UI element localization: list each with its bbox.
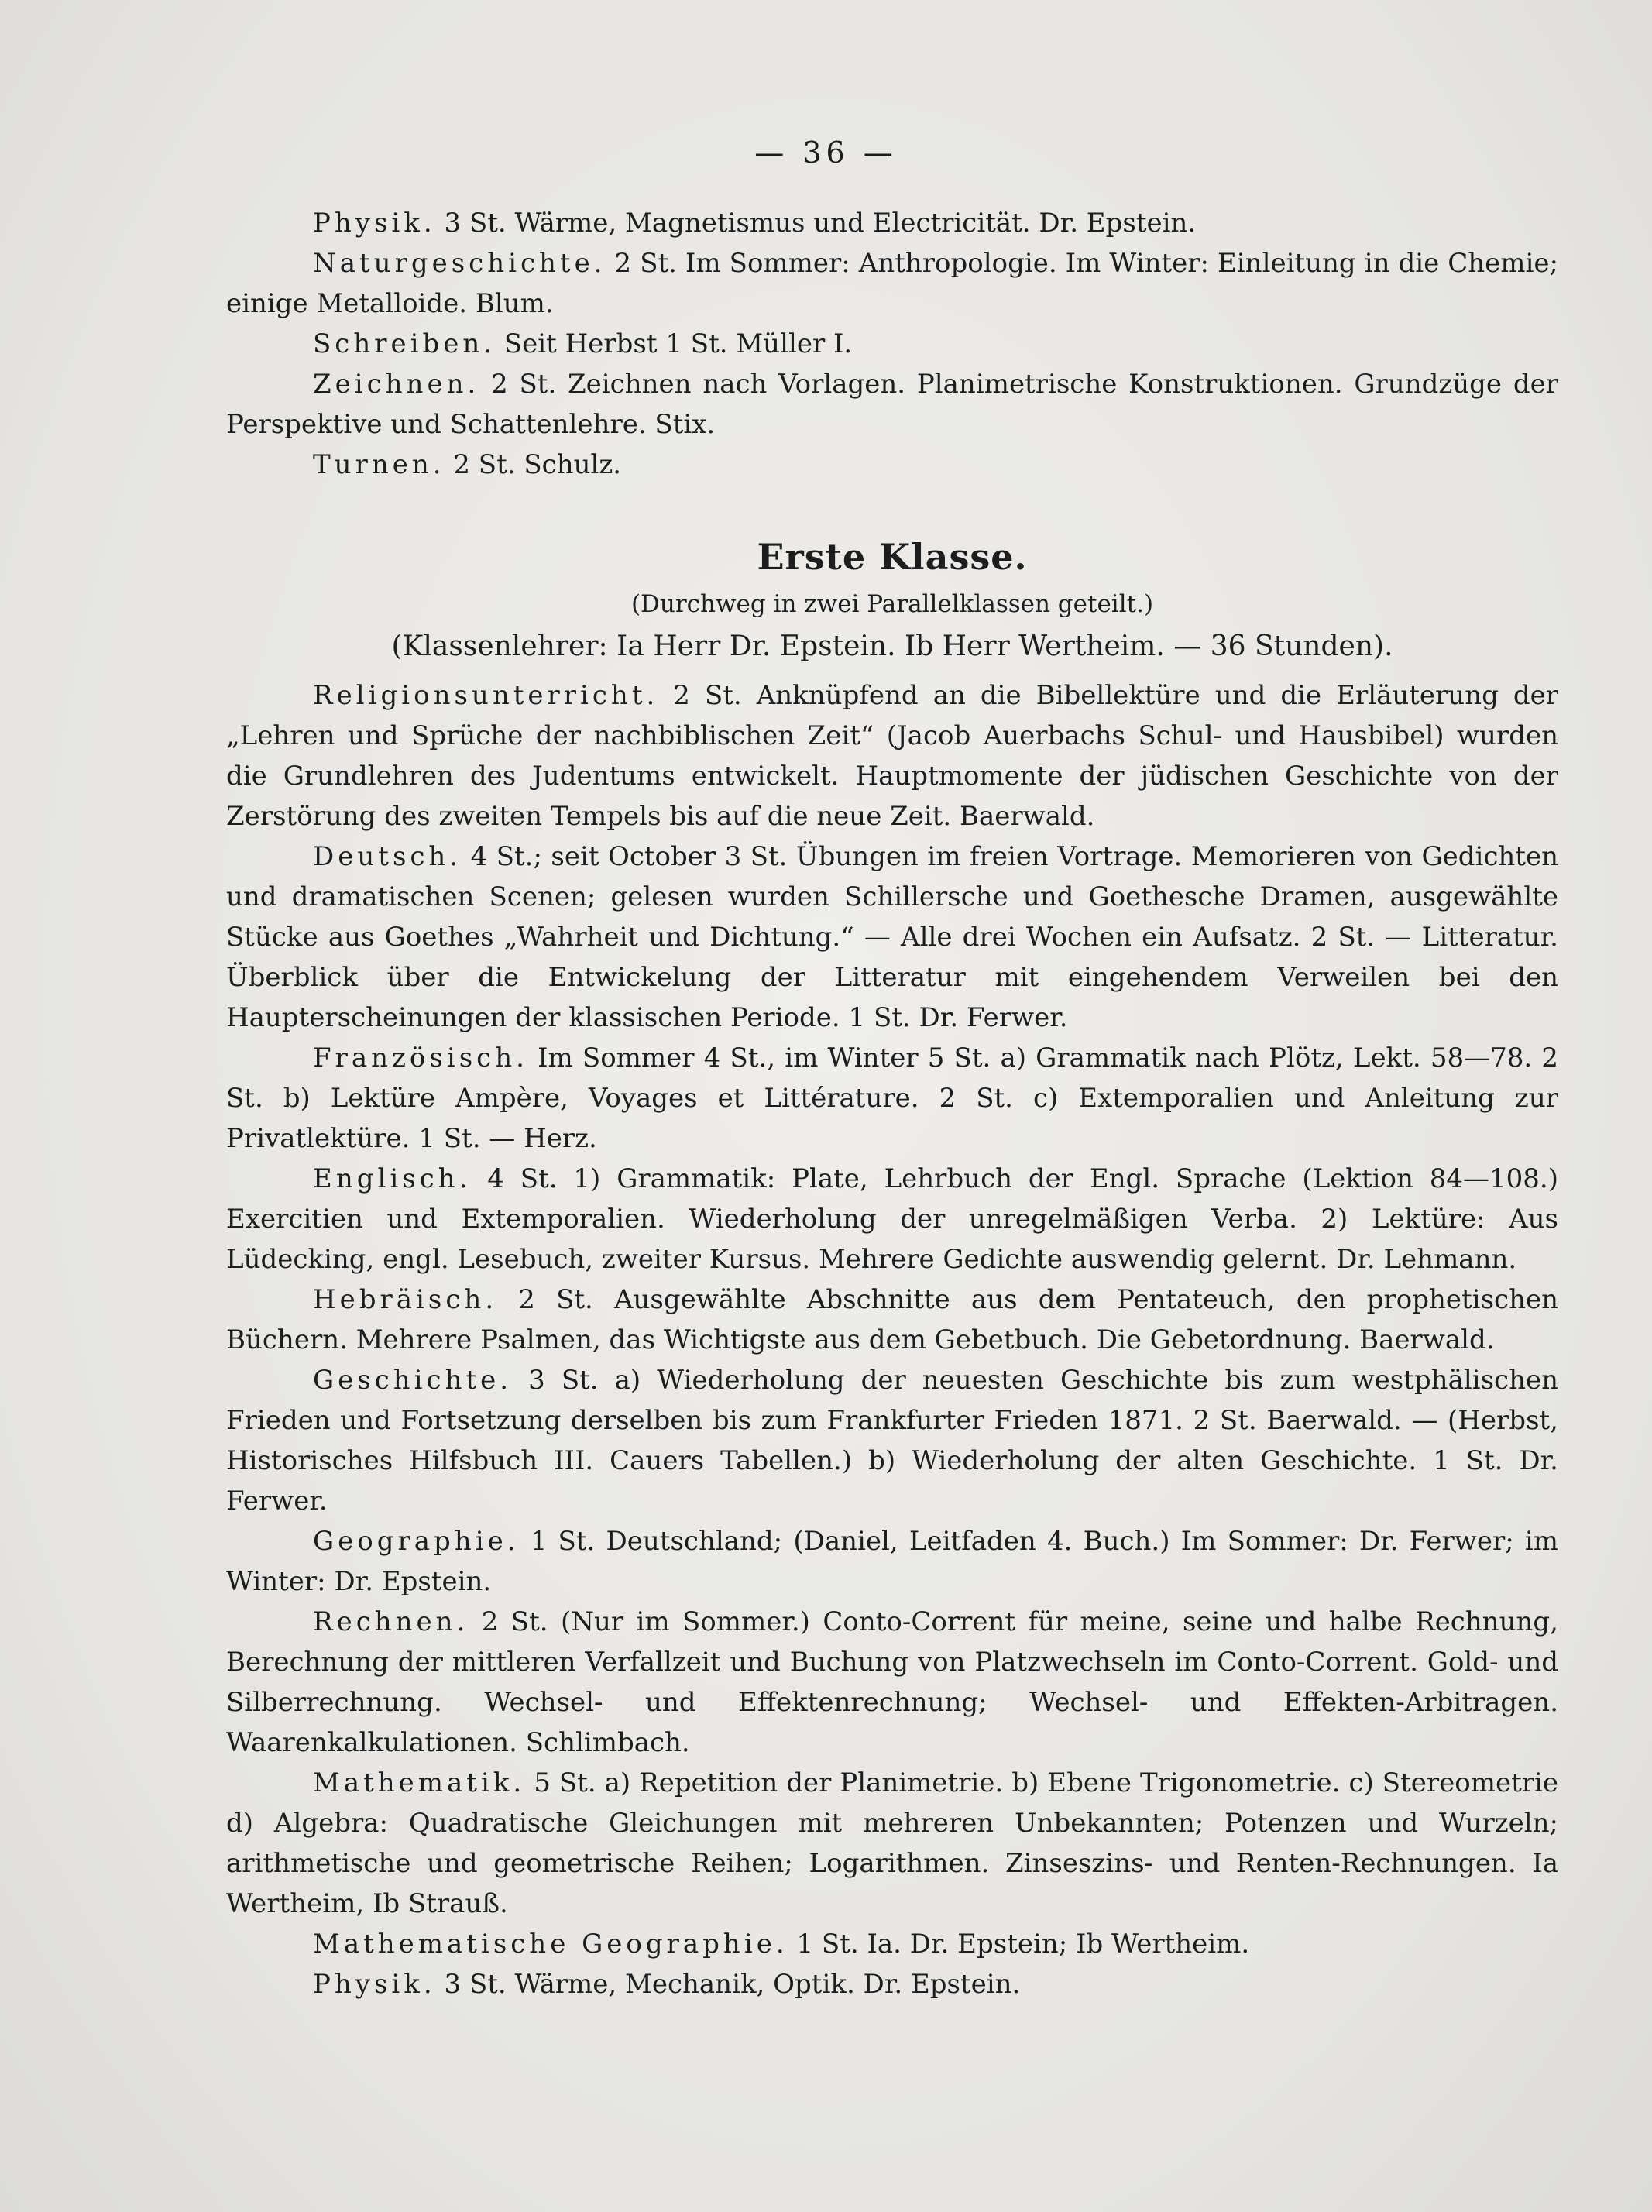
paragraph-text: 5 St. a) Repetition der Planimetrie. b) Ebene Trigonometrie. c) Stereometrie d) Algebra: Quadratische Gleichungen mit mehreren Unbekannten; Potenzen und Wurzeln; arithmetische und geometrische Reihen; Logarithmen. Zinseszins- und Renten-Rechnungen. Ia Wertheim, Ib Strauß. (226, 1767, 1558, 1919)
page-body (226, 203, 1558, 2004)
subject-label: Naturgeschichte. (313, 248, 606, 279)
subject-label: Religionsunterricht. (313, 680, 659, 711)
section-title: Erste Klasse. (757, 536, 1028, 578)
paragraph-zeichnen (226, 364, 1558, 445)
paragraph-hebraeisch (226, 1279, 1558, 1360)
paragraph-turnen (226, 445, 1558, 485)
paragraph-text: Seit Herbst 1 St. Müller I. (496, 328, 853, 359)
paragraph-franzoesisch (226, 1038, 1558, 1159)
subject-label: Schreiben. (313, 328, 496, 359)
section-subtitle: (Durchweg in zwei Parallelklassen geteilt.) (630, 590, 1154, 618)
subject-label: Mathematik. (313, 1767, 526, 1798)
paragraph-geschichte (226, 1360, 1558, 1521)
paragraph-schreiben (226, 324, 1558, 364)
paragraph-religion (226, 675, 1558, 836)
paragraph-text: 1 St. Ia. Dr. Epstein; Ib Wertheim. (788, 1929, 1250, 1960)
paragraph-naturgeschichte (226, 243, 1558, 324)
subject-label: Physik. (313, 208, 436, 239)
paragraph-text: 4 St.; seit October 3 St. Übungen im freien Vortrage. Memorieren von Gedichten und dramatischen Scenen; gelesen wurden Schillersche und Goethesche Dramen, ausgewählte Stücke aus Goethes „Wahrheit und Dichtung.“ — Alle drei Wochen ein Aufsatz. 2 St. — Litteratur. Überblick über die Entwickelung der Litteratur mit eingehendem Verweilen bei den Haupterscheinungen der klassischen Periode. 1 St. Dr. Ferwer. (226, 841, 1558, 1033)
subject-label: Geographie. (313, 1526, 520, 1557)
page-number: — 36 — (754, 136, 898, 170)
subject-label: Geschichte. (313, 1365, 513, 1396)
subject-label: Deutsch. (313, 841, 462, 872)
subject-label: Englisch. (313, 1163, 472, 1194)
paragraph-text: 2 St. Schulz. (445, 449, 622, 480)
section-teachers: (Klassenlehrer: Ia Herr Dr. Epstein. Ib Herr Wertheim. — 36 Stunden). (391, 630, 1393, 662)
paragraph-deutsch (226, 836, 1558, 1038)
subject-label: Turnen. (313, 449, 445, 480)
paragraph-physik-erste-klasse (226, 1964, 1558, 2004)
paragraph-text: 3 St. Wärme, Mechanik, Optik. Dr. Epstein. (435, 1969, 1021, 2000)
paragraph-mathematik (226, 1763, 1558, 1924)
section-heading (226, 530, 1558, 669)
paragraph-text: 4 St. 1) Grammatik: Plate, Lehrbuch der Engl. Sprache (Lektion 84—108.) Exercitien und Extemporalien. Wiederholung der unregelmäßigen Verba. 2) Lektüre: Aus Lüdecking, engl. Lesebuch, zweiter Kursus. Mehrere Gedichte auswendig gelernt. Dr. Lehmann. (226, 1163, 1558, 1275)
paragraph-englisch (226, 1159, 1558, 1279)
paragraph-text: 2 St. (Nur im Sommer.) Conto-Corrent für meine, seine und halbe Rechnung, Berechnung der mittleren Verfallzeit und Buchung von Platzwechseln im Conto-Corrent. Gold- und Silberrechnung. Wechsel- und Effektenrechnung; Wechsel- und Effekten-Arbitragen. Waarenkalkulationen. Schlimbach. (226, 1606, 1558, 1758)
paragraph-text: 2 St. Zeichnen nach Vorlagen. Planimetrische Konstruktionen. Grundzüge der Perspektive und Schattenlehre. Stix. (226, 369, 1558, 440)
paragraph-text: 3 St. Wärme, Magnetismus und Electricität. Dr. Epstein. (435, 208, 1197, 239)
paragraph-rechnen (226, 1602, 1558, 1763)
paragraph-text: 1 St. Deutschland; (Daniel, Leitfaden 4. Buch.) Im Sommer: Dr. Ferwer; im Winter: Dr. Epstein. (226, 1526, 1558, 1597)
subject-label: Rechnen. (313, 1606, 469, 1637)
paragraph-text: 2 St. Anknüpfend an die Bibellektüre und die Erläuterung der „Lehren und Sprüche der nachbiblischen Zeit“ (Jacob Auerbachs Schul- und Hausbibel) wurden die Grundlehren des Judentums entwickelt. Hauptmomente der jüdischen Geschichte von der Zerstörung des zweiten Tempels bis auf die neue Zeit. Baerwald. (226, 680, 1558, 832)
paragraph-text: 3 St. a) Wiederholung der neuesten Geschichte bis zum westphälischen Frieden und Fortsetzung derselben bis zum Frankfurter Frieden 1871. 2 St. Baerwald. — (Herbst, Historisches Hilfsbuch III. Cauers Tabellen.) b) Wiederholung der alten Geschichte. 1 St. Dr. Ferwer. (226, 1365, 1558, 1516)
subject-label: Zeichnen. (313, 369, 480, 400)
paragraph-text: 2 St. Im Sommer: Anthropologie. Im Winter: Einleitung in die Chemie; einige Metalloide. Blum. (226, 248, 1558, 319)
paragraph-mathematische-geographie (226, 1924, 1558, 1964)
paragraph-physik (226, 203, 1558, 243)
subject-label: Mathematische Geographie. (313, 1929, 788, 1960)
subject-label: Hebräisch. (313, 1284, 498, 1315)
paragraph-text: 2 St. Ausgewählte Abschnitte aus dem Pentateuch, den prophetischen Büchern. Mehrere Psalmen, das Wichtigste aus dem Gebetbuch. Die Gebetordnung. Baerwald. (226, 1284, 1558, 1355)
paragraph-geographie (226, 1521, 1558, 1602)
subject-label: Physik. (313, 1969, 436, 2000)
subject-label: Französisch. (313, 1042, 528, 1073)
paragraph-text: Im Sommer 4 St., im Winter 5 St. a) Grammatik nach Plötz, Lekt. 58—78. 2 St. b) Lektüre Ampère, Voyages et Littérature. 2 St. c) Extemporalien und Anleitung zur Privatlektüre. 1 St. — Herz. (226, 1042, 1558, 1154)
